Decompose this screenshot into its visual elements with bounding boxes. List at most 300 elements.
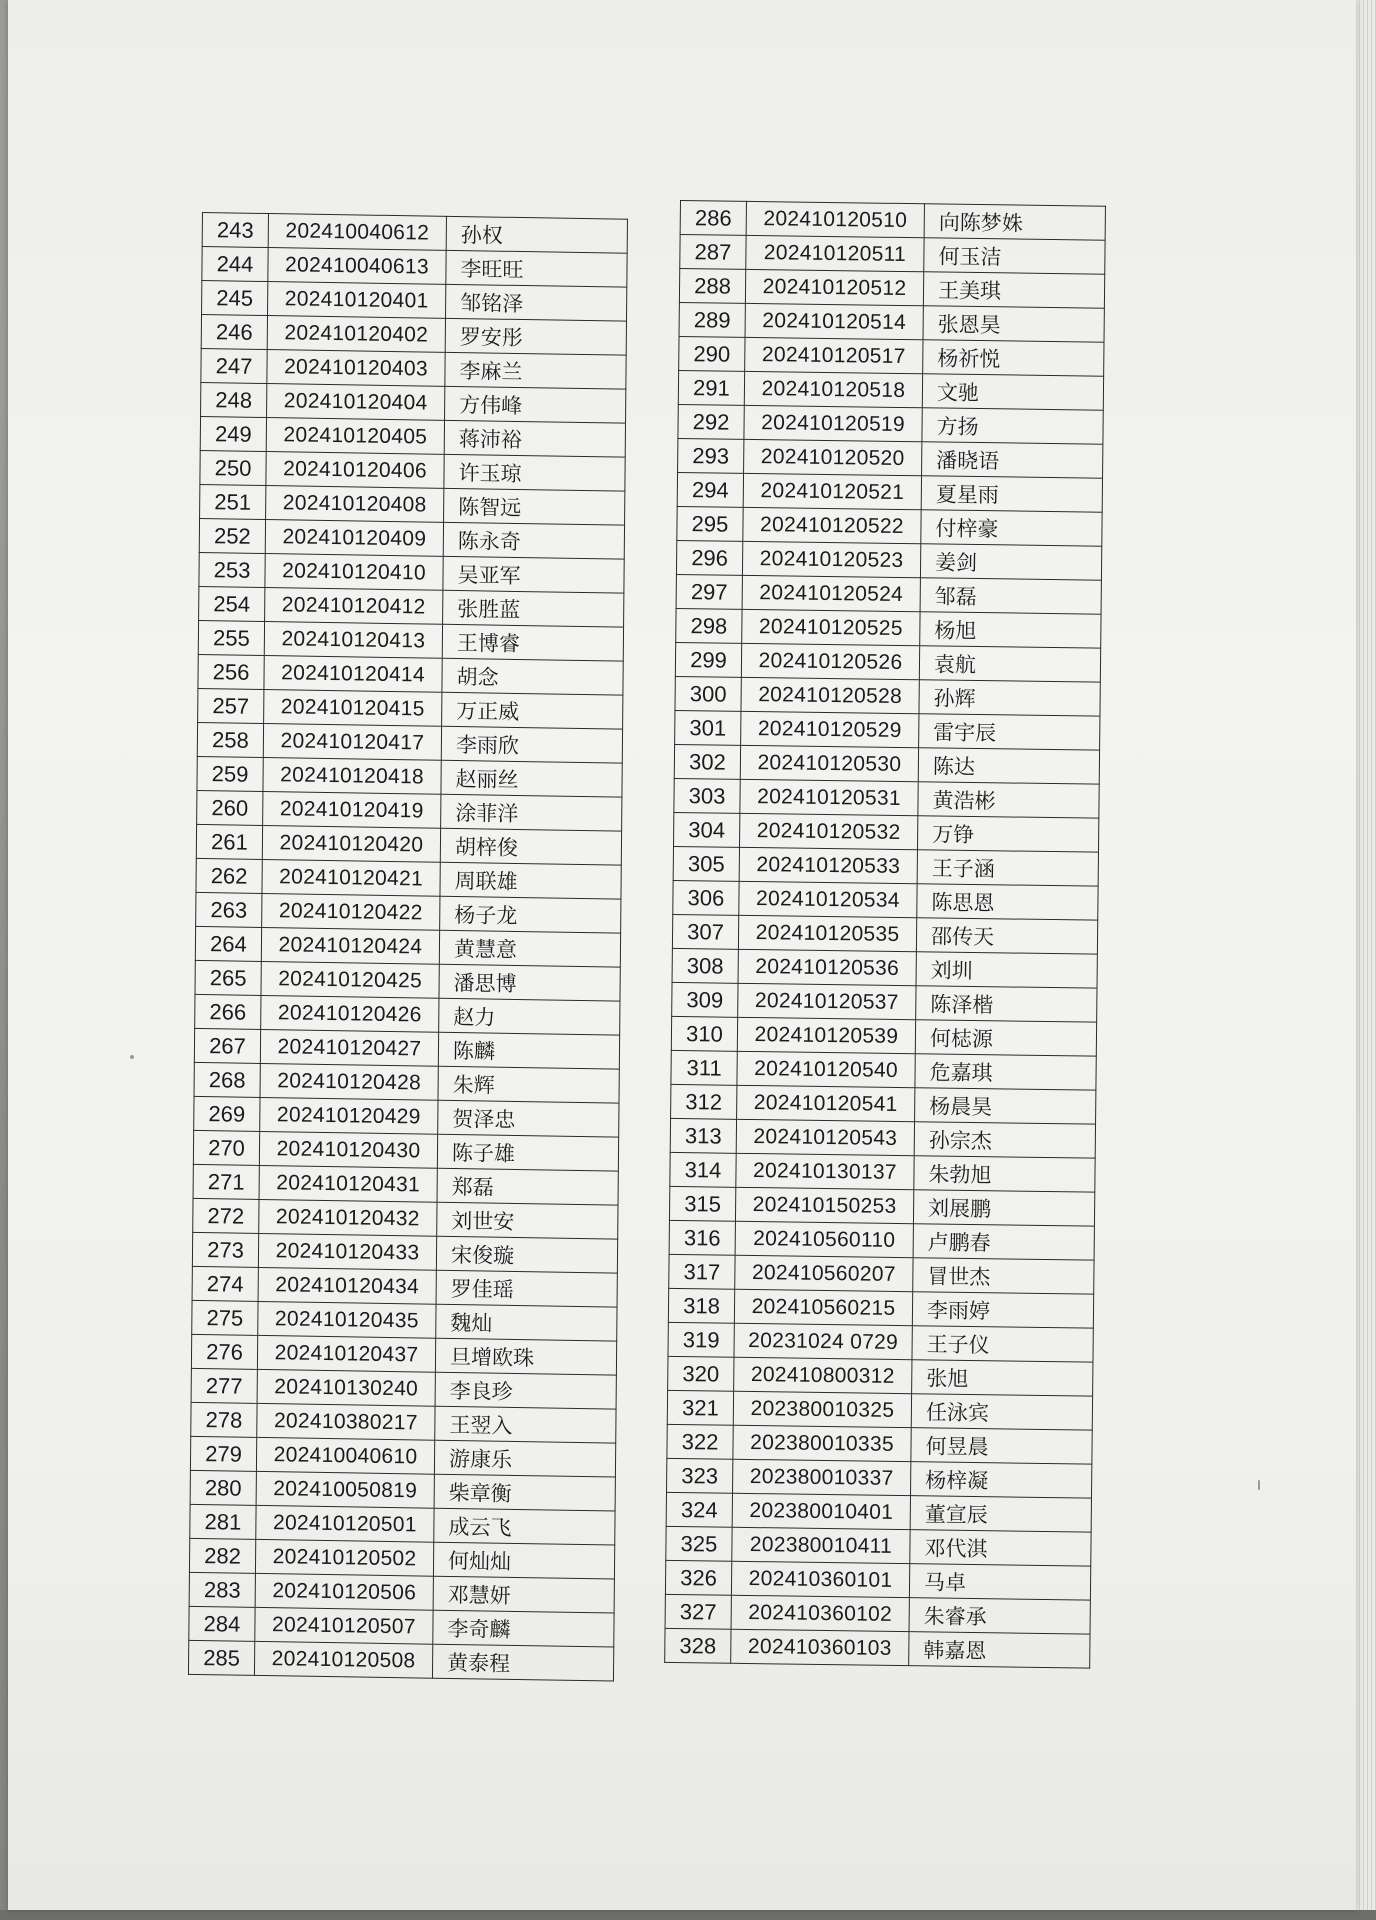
row-number: 244 <box>202 247 268 282</box>
student-id: 202410120543 <box>736 1119 914 1155</box>
student-id: 202410120431 <box>259 1165 437 1202</box>
student-id: 202410120434 <box>258 1267 436 1304</box>
student-id: 202410120520 <box>744 439 922 475</box>
student-id: 202410120415 <box>264 689 442 726</box>
table-row <box>666 1526 1091 1566</box>
student-id: 202410120533 <box>739 847 917 883</box>
row-number: 275 <box>192 1300 258 1335</box>
table-row <box>675 642 1100 682</box>
student-name: 邵传天 <box>916 918 1097 954</box>
student-name: 杨梓凝 <box>910 1462 1091 1498</box>
table-row <box>668 1322 1093 1362</box>
row-number: 294 <box>677 472 743 507</box>
student-id: 202410130137 <box>736 1153 914 1189</box>
row-number: 327 <box>665 1594 731 1629</box>
row-number: 292 <box>678 404 744 439</box>
student-name: 蒋沛裕 <box>444 420 625 457</box>
student-name: 陈思恩 <box>917 884 1098 920</box>
row-number: 249 <box>200 416 266 451</box>
table-row <box>667 1390 1092 1430</box>
table-row <box>679 336 1104 376</box>
student-id: 202380010325 <box>733 1391 911 1427</box>
student-name: 杨晨昊 <box>915 1088 1096 1124</box>
student-name: 何灿灿 <box>433 1542 614 1579</box>
student-id: 202410120518 <box>744 371 922 407</box>
table-row <box>671 1016 1096 1056</box>
student-table-right-body <box>665 201 1106 1669</box>
row-number: 253 <box>199 552 265 587</box>
table-row <box>674 812 1099 852</box>
row-number: 307 <box>672 914 738 949</box>
row-number: 287 <box>680 235 746 270</box>
table-row <box>676 608 1101 648</box>
student-id: 202380010411 <box>732 1527 910 1563</box>
table-row <box>672 914 1097 954</box>
student-id: 202410120531 <box>740 779 918 815</box>
student-name: 王美琪 <box>923 272 1104 308</box>
student-name: 何梽源 <box>915 1020 1096 1056</box>
student-id: 202410120540 <box>737 1051 915 1087</box>
table-row <box>671 1084 1096 1124</box>
student-name: 袁航 <box>919 646 1100 682</box>
student-name: 朱勃旭 <box>914 1156 1095 1192</box>
student-name: 潘思博 <box>439 964 620 1001</box>
table-row <box>677 506 1102 546</box>
table-row <box>668 1288 1093 1328</box>
table-row <box>680 201 1105 241</box>
student-id: 202410120432 <box>259 1199 437 1236</box>
row-number: 289 <box>679 302 745 337</box>
student-name: 张胜蓝 <box>443 590 624 627</box>
student-name: 王翌入 <box>435 1406 616 1443</box>
student-id: 202410800312 <box>734 1357 912 1393</box>
row-number: 297 <box>676 574 742 609</box>
student-id: 202410120424 <box>261 927 439 964</box>
row-number: 260 <box>197 790 263 825</box>
student-name: 孙宗杰 <box>914 1122 1095 1158</box>
table-row <box>673 846 1098 886</box>
row-number: 259 <box>197 756 263 791</box>
row-number: 281 <box>190 1504 256 1539</box>
student-name: 胡梓俊 <box>440 828 621 865</box>
row-number: 301 <box>675 710 741 745</box>
table-row <box>669 1254 1094 1294</box>
student-id: 202410120418 <box>263 757 441 794</box>
row-number: 304 <box>674 812 740 847</box>
row-number: 303 <box>674 778 740 813</box>
row-number: 295 <box>677 506 743 541</box>
student-id: 202380010401 <box>732 1493 910 1529</box>
student-id: 202410120414 <box>264 655 442 692</box>
student-id: 202410120404 <box>267 384 445 421</box>
student-id: 202410120422 <box>262 893 440 930</box>
student-name: 成云飞 <box>434 1508 615 1545</box>
student-name: 王博睿 <box>442 624 623 661</box>
student-id: 202410120524 <box>742 575 920 611</box>
paper-speck <box>130 1055 134 1059</box>
row-number: 314 <box>670 1152 736 1187</box>
row-number: 321 <box>667 1390 733 1425</box>
row-number: 284 <box>189 1606 255 1641</box>
student-name: 邹铭泽 <box>446 284 627 321</box>
student-id: 202410120429 <box>260 1097 438 1134</box>
student-name: 杨子龙 <box>440 896 621 933</box>
row-number: 324 <box>666 1492 732 1527</box>
student-id: 202410120420 <box>262 825 440 862</box>
row-number: 302 <box>674 744 740 779</box>
student-name: 韩嘉恩 <box>909 1632 1090 1668</box>
student-name: 魏灿 <box>436 1304 617 1341</box>
table-row <box>672 982 1097 1022</box>
student-name: 李旺旺 <box>446 250 627 287</box>
student-name: 李麻兰 <box>445 352 626 389</box>
row-number: 278 <box>191 1402 257 1437</box>
row-number: 257 <box>198 688 264 723</box>
student-name: 罗安彤 <box>445 318 626 355</box>
row-number: 279 <box>190 1436 256 1471</box>
table-row <box>666 1492 1091 1532</box>
table-row <box>679 269 1104 309</box>
student-name: 邹磊 <box>920 578 1101 614</box>
student-id: 20231024 0729 <box>734 1323 912 1359</box>
row-number: 245 <box>202 281 268 316</box>
student-name: 张恩昊 <box>923 306 1104 342</box>
student-name: 万正威 <box>442 692 623 729</box>
student-id: 202410120519 <box>744 405 922 441</box>
table-row <box>188 1640 613 1681</box>
row-number: 325 <box>666 1526 732 1561</box>
row-number: 261 <box>196 824 262 859</box>
student-id: 202410120511 <box>746 235 924 271</box>
student-name: 万铮 <box>917 816 1098 852</box>
student-name: 陈永奇 <box>443 522 624 559</box>
student-table-left-body <box>188 213 627 1682</box>
student-name: 朱辉 <box>438 1066 619 1103</box>
student-id: 202410120501 <box>256 1505 434 1542</box>
row-number: 243 <box>202 213 268 248</box>
row-number: 318 <box>668 1288 734 1323</box>
student-id: 202410120406 <box>266 452 444 489</box>
row-number: 319 <box>668 1322 734 1357</box>
student-name: 姜剑 <box>920 544 1101 580</box>
student-name: 赵力 <box>439 998 620 1035</box>
student-name: 何昱晨 <box>911 1428 1092 1464</box>
table-row <box>668 1356 1093 1396</box>
student-id: 202410120403 <box>267 350 445 387</box>
student-id: 202410560207 <box>735 1255 913 1291</box>
row-number: 283 <box>189 1572 255 1607</box>
student-name: 许玉琼 <box>444 454 625 491</box>
student-id: 202410120430 <box>259 1131 437 1168</box>
student-id: 202410120525 <box>742 609 920 645</box>
row-number: 274 <box>192 1266 258 1301</box>
student-name: 黄浩彬 <box>918 782 1099 818</box>
student-id: 202410120532 <box>740 813 918 849</box>
row-number: 285 <box>188 1640 254 1675</box>
row-number: 254 <box>199 586 265 621</box>
student-id: 202410120522 <box>743 507 921 543</box>
student-id: 202410120535 <box>738 915 916 951</box>
student-id: 202410120435 <box>258 1301 436 1338</box>
student-name: 夏星雨 <box>921 476 1102 512</box>
student-name: 孙辉 <box>919 680 1100 716</box>
table-row <box>665 1560 1090 1600</box>
student-name: 陈麟 <box>438 1032 619 1069</box>
table-row <box>676 574 1101 614</box>
student-name: 胡念 <box>442 658 623 695</box>
row-number: 256 <box>198 654 264 689</box>
row-number: 276 <box>191 1334 257 1369</box>
table-row <box>679 302 1104 342</box>
student-id: 202410120508 <box>254 1641 432 1678</box>
student-id: 202410120510 <box>746 201 924 237</box>
row-number: 272 <box>193 1198 259 1233</box>
row-number: 317 <box>669 1254 735 1289</box>
student-name: 杨祈悦 <box>923 340 1104 376</box>
student-name: 赵丽丝 <box>441 760 622 797</box>
student-id: 202410120507 <box>255 1607 433 1644</box>
table-row <box>665 1628 1090 1668</box>
table-row <box>670 1118 1095 1158</box>
student-id: 202410120537 <box>738 983 916 1019</box>
row-number: 293 <box>678 438 744 473</box>
row-number: 326 <box>665 1560 731 1595</box>
row-number: 299 <box>675 642 741 677</box>
table-row <box>667 1458 1092 1498</box>
row-number: 309 <box>672 982 738 1017</box>
student-id: 202410120530 <box>740 745 918 781</box>
student-name: 李奇麟 <box>433 1610 614 1647</box>
row-number: 328 <box>665 1628 731 1663</box>
table-row <box>667 1424 1092 1464</box>
student-name: 雷宇辰 <box>919 714 1100 750</box>
row-number: 306 <box>673 880 739 915</box>
student-name: 危嘉琪 <box>915 1054 1096 1090</box>
student-name: 孙权 <box>446 216 627 253</box>
row-number: 286 <box>680 201 746 236</box>
student-name: 陈达 <box>918 748 1099 784</box>
student-id: 202410360103 <box>731 1629 909 1665</box>
row-number: 277 <box>191 1368 257 1403</box>
table-row <box>669 1220 1094 1260</box>
student-id: 202410120402 <box>267 316 445 353</box>
student-id: 202410120421 <box>262 859 440 896</box>
student-name: 马卓 <box>909 1564 1090 1600</box>
student-name: 旦增欧珠 <box>435 1338 616 1375</box>
student-name: 李雨婷 <box>912 1292 1093 1328</box>
student-name: 周联雄 <box>440 862 621 899</box>
row-number: 262 <box>196 858 262 893</box>
student-id: 202380010335 <box>733 1425 911 1461</box>
table-row <box>670 1152 1095 1192</box>
student-id: 202410120521 <box>743 473 921 509</box>
student-id: 202410120433 <box>258 1233 436 1270</box>
student-id: 202410040612 <box>268 214 446 251</box>
student-name: 潘晓语 <box>922 442 1103 478</box>
student-id: 202410120529 <box>741 711 919 747</box>
student-name: 邓代淇 <box>910 1530 1091 1566</box>
row-number: 252 <box>199 518 265 553</box>
row-number: 313 <box>670 1118 736 1153</box>
row-number: 305 <box>673 846 739 881</box>
row-number: 264 <box>195 926 261 961</box>
row-number: 268 <box>194 1062 260 1097</box>
student-id: 202410120534 <box>739 881 917 917</box>
table-row <box>674 744 1099 784</box>
student-id: 202410120428 <box>260 1063 438 1100</box>
student-name: 刘圳 <box>916 952 1097 988</box>
student-name: 宋俊璇 <box>436 1236 617 1273</box>
student-id: 202410120526 <box>741 643 919 679</box>
student-name: 方扬 <box>922 408 1103 444</box>
student-name: 贺泽忠 <box>438 1100 619 1137</box>
row-number: 290 <box>679 336 745 371</box>
student-name: 罗佳瑶 <box>436 1270 617 1307</box>
student-id: 202410360102 <box>731 1595 909 1631</box>
student-id: 202410040610 <box>256 1437 434 1474</box>
row-number: 320 <box>668 1356 734 1391</box>
row-number: 265 <box>195 960 261 995</box>
student-name: 刘展鹏 <box>913 1190 1094 1226</box>
student-id: 202410120425 <box>261 961 439 998</box>
table-row <box>674 778 1099 818</box>
student-id: 202410560110 <box>735 1221 913 1257</box>
student-id: 202410120410 <box>265 554 443 591</box>
table-row <box>675 710 1100 750</box>
student-id: 202410360101 <box>731 1561 909 1597</box>
row-number: 288 <box>679 269 745 304</box>
row-number: 250 <box>200 450 266 485</box>
student-id: 202410130240 <box>257 1369 435 1406</box>
student-id: 202410120502 <box>255 1539 433 1576</box>
row-number: 251 <box>200 484 266 519</box>
row-number: 273 <box>192 1232 258 1267</box>
student-id: 202410120413 <box>264 622 442 659</box>
student-id: 202410120517 <box>745 337 923 373</box>
student-id: 202410150253 <box>735 1187 913 1223</box>
student-name: 柴章衡 <box>434 1474 615 1511</box>
student-id: 202410120408 <box>266 486 444 523</box>
student-name: 张旭 <box>912 1360 1093 1396</box>
student-name: 卢鹏春 <box>913 1224 1094 1260</box>
row-number: 312 <box>671 1084 737 1119</box>
table-row <box>672 948 1097 988</box>
table-row <box>675 676 1100 716</box>
student-name: 陈智远 <box>444 488 625 525</box>
student-name: 李良珍 <box>435 1372 616 1409</box>
student-id: 202410560215 <box>734 1289 912 1325</box>
student-table-left <box>188 212 628 1682</box>
student-name: 任泳宾 <box>911 1394 1092 1430</box>
student-name: 付梓豪 <box>921 510 1102 546</box>
student-name: 吴亚军 <box>443 556 624 593</box>
student-id: 202410120437 <box>257 1335 435 1372</box>
student-id: 202410120539 <box>737 1017 915 1053</box>
student-id: 202410120514 <box>745 303 923 339</box>
student-id: 202410120523 <box>742 541 920 577</box>
student-name: 朱睿承 <box>909 1598 1090 1634</box>
row-number: 255 <box>198 620 264 655</box>
table-row <box>680 235 1105 275</box>
row-number: 270 <box>193 1130 259 1165</box>
row-number: 248 <box>201 382 267 417</box>
table-row <box>671 1050 1096 1090</box>
student-name: 何玉洁 <box>924 238 1105 274</box>
student-name: 杨旭 <box>920 612 1101 648</box>
row-number: 269 <box>194 1096 260 1131</box>
row-number: 291 <box>678 370 744 405</box>
student-id: 202410120419 <box>263 791 441 828</box>
table-row <box>678 404 1103 444</box>
student-id: 202410120412 <box>265 588 443 625</box>
row-number: 323 <box>667 1458 733 1493</box>
row-number: 258 <box>197 722 263 757</box>
student-name: 黄慧意 <box>439 930 620 967</box>
row-number: 310 <box>671 1016 737 1051</box>
row-number: 280 <box>190 1470 256 1505</box>
student-name: 邓慧妍 <box>433 1576 614 1613</box>
student-name: 王子仪 <box>912 1326 1093 1362</box>
student-id: 202410120536 <box>738 949 916 985</box>
student-id: 202410120427 <box>260 1029 438 1066</box>
student-name: 刘世安 <box>437 1202 618 1239</box>
student-name: 涂菲洋 <box>441 794 622 831</box>
student-name: 方伟峰 <box>445 386 626 423</box>
student-table-right <box>664 200 1106 1669</box>
student-name: 黄泰程 <box>432 1644 613 1681</box>
student-name: 董宣辰 <box>910 1496 1091 1532</box>
paper-speck <box>1258 1480 1260 1490</box>
student-id: 202410120528 <box>741 677 919 713</box>
row-number: 271 <box>193 1164 259 1199</box>
student-name: 陈泽楷 <box>916 986 1097 1022</box>
row-number: 263 <box>196 892 262 927</box>
row-number: 247 <box>201 348 267 383</box>
page-bottom-edge <box>0 1910 1376 1920</box>
student-name: 郑磊 <box>437 1168 618 1205</box>
row-number: 316 <box>669 1220 735 1255</box>
student-id: 202410380217 <box>257 1403 435 1440</box>
student-name: 文驰 <box>922 374 1103 410</box>
row-number: 246 <box>201 314 267 349</box>
student-id: 202410120401 <box>268 282 446 319</box>
student-id: 202410050819 <box>256 1471 434 1508</box>
student-name: 游康乐 <box>434 1440 615 1477</box>
row-number: 282 <box>189 1538 255 1573</box>
student-id: 202410040613 <box>268 248 446 285</box>
row-number: 308 <box>672 948 738 983</box>
student-name: 李雨欣 <box>441 726 622 763</box>
table-row <box>676 540 1101 580</box>
table-row <box>665 1594 1090 1634</box>
table-row <box>677 472 1102 512</box>
row-number: 311 <box>671 1050 737 1085</box>
row-number: 267 <box>194 1028 260 1063</box>
row-number: 322 <box>667 1424 733 1459</box>
student-id: 202380010337 <box>733 1459 911 1495</box>
student-name: 向陈梦姝 <box>924 204 1105 240</box>
row-number: 300 <box>675 676 741 711</box>
student-id: 202410120541 <box>737 1085 915 1121</box>
student-id: 202410120512 <box>745 269 923 305</box>
student-name: 王子涵 <box>917 850 1098 886</box>
student-name: 陈子雄 <box>437 1134 618 1171</box>
student-name: 冒世杰 <box>913 1258 1094 1294</box>
row-number: 296 <box>676 540 742 575</box>
table-row <box>673 880 1098 920</box>
student-id: 202410120417 <box>263 723 441 760</box>
student-id: 202410120405 <box>266 418 444 455</box>
